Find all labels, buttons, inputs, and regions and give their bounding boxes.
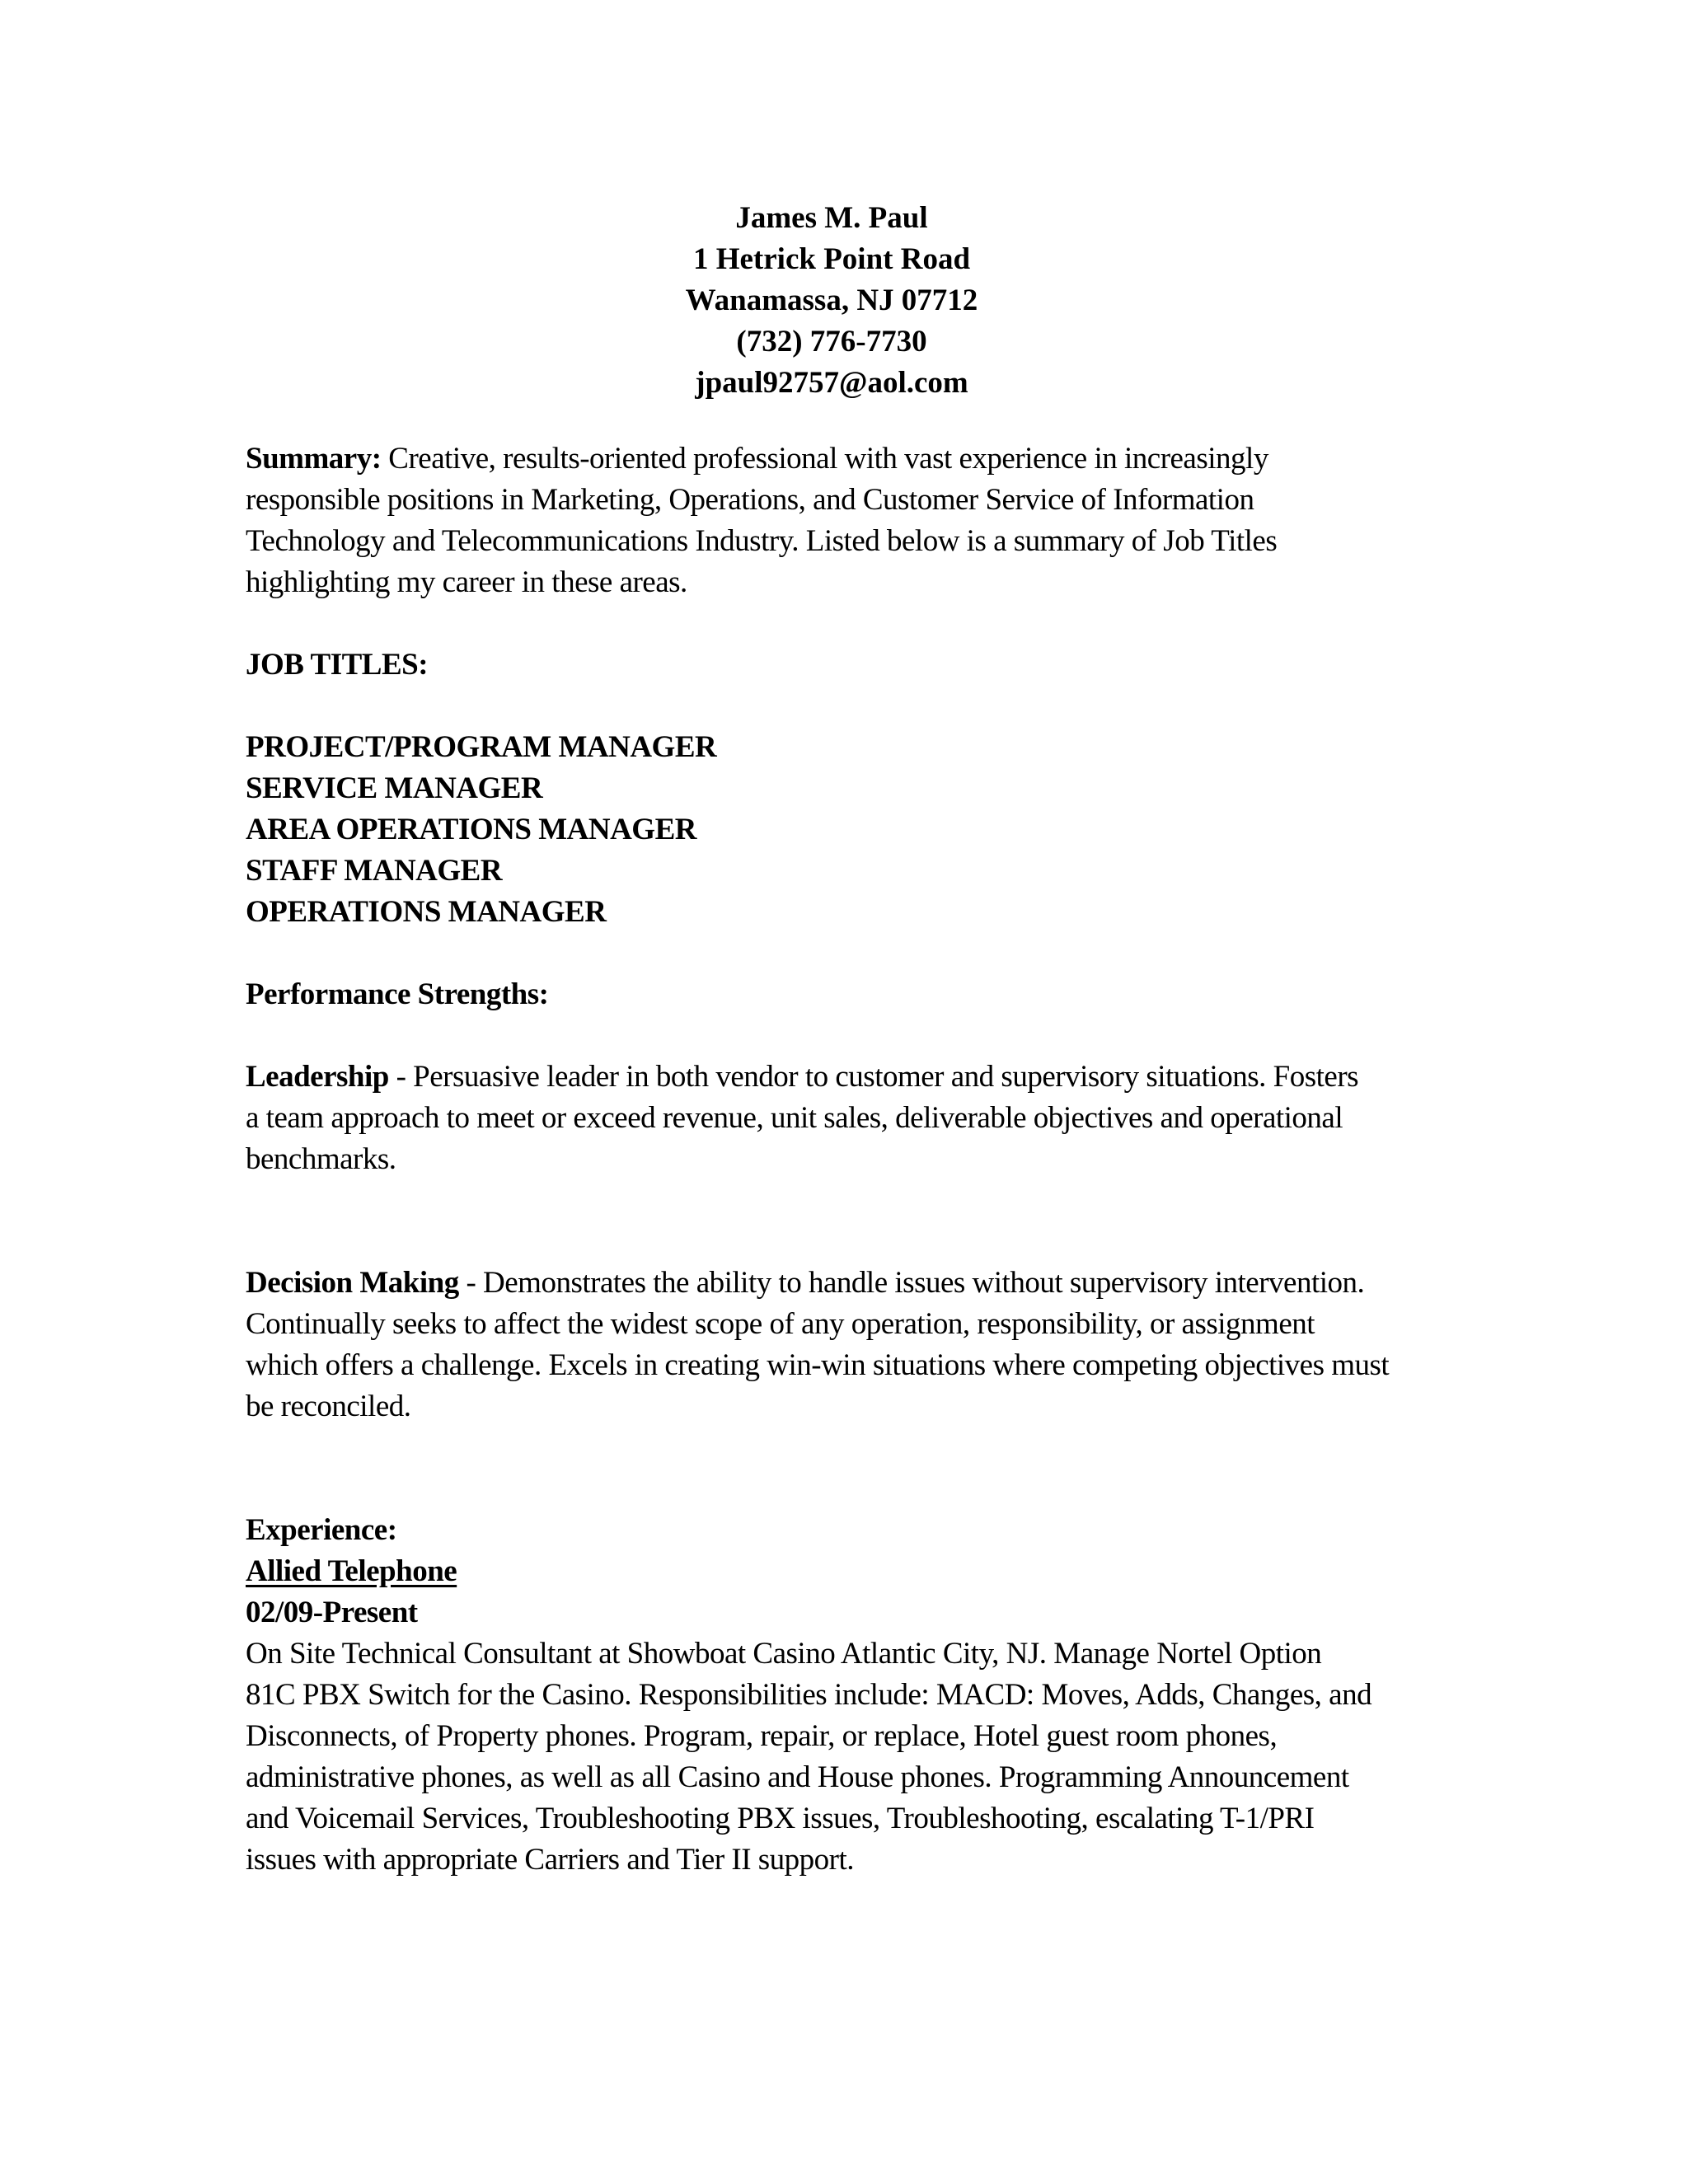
job-title-item: SERVICE MANAGER xyxy=(246,771,543,805)
leadership-paragraph xyxy=(246,1057,1449,1180)
leadership-line-2: a team approach to meet or exceed revenue, unit sales, deliverable objectives and operational xyxy=(246,1101,1343,1135)
leadership-line-1 xyxy=(246,1060,1358,1094)
summary-line-3: Technology and Telecommunications Industry. Listed below is a summary of Job Titles xyxy=(246,524,1278,558)
experience-line-2: 81C PBX Switch for the Casino. Responsibilities include: MACD: Moves, Adds, Changes, and xyxy=(246,1678,1372,1712)
decision-line-2: Continually seeks to affect the widest scope of any operation, responsibility, or assignment xyxy=(246,1307,1315,1341)
job-titles-heading-text: JOB TITLES: xyxy=(246,648,429,682)
decision-line-4: be reconciled. xyxy=(246,1390,411,1423)
summary-text-1: Creative, results-oriented professional with vast experience in increasingly xyxy=(381,442,1268,476)
city-state-zip: Wanamassa, NJ 07712 xyxy=(685,284,978,317)
street-address: 1 Hetrick Point Road xyxy=(692,242,971,276)
strengths-heading xyxy=(246,974,1449,1015)
strengths-heading-text: Performance Strengths: xyxy=(246,977,549,1011)
job-titles-heading xyxy=(246,644,1449,686)
job-title-item: PROJECT/PROGRAM MANAGER xyxy=(246,730,717,764)
job-title-item: STAFF MANAGER xyxy=(246,854,503,888)
decision-line-3: which offers a challenge. Excels in creating win-win situations where competing objectives must xyxy=(246,1348,1390,1382)
summary-label: Summary: xyxy=(246,442,382,476)
summary-line-2: responsible positions in Marketing, Operations, and Customer Service of Information xyxy=(246,483,1254,517)
phone-number: (732) 776-7730 xyxy=(736,325,927,359)
experience-line-5: and Voicemail Services, Troubleshooting PBX issues, Troubleshooting, escalating T-1/PRI xyxy=(246,1802,1315,1835)
summary-line-1 xyxy=(246,442,1268,476)
summary-line-4: highlighting my career in these areas. xyxy=(246,565,687,599)
company-name: Allied Telephone xyxy=(246,1554,457,1588)
decision-making-label: Decision Making xyxy=(246,1266,459,1300)
candidate-name: James M. Paul xyxy=(735,201,928,235)
decision-line-1 xyxy=(246,1266,1364,1300)
experience-line-4: administrative phones, as well as all Casino and House phones. Programming Announcement xyxy=(246,1760,1349,1794)
experience-line-3: Disconnects, of Property phones. Program, repair, or replace, Hotel guest room phones, xyxy=(246,1719,1278,1753)
decision-text-1: - Demonstrates the ability to handle issues without supervisory intervention. xyxy=(458,1266,1365,1300)
leadership-line-3: benchmarks. xyxy=(246,1142,396,1176)
job-titles-list xyxy=(246,727,1449,933)
decision-making-paragraph xyxy=(246,1263,1449,1427)
job-title-item: AREA OPERATIONS MANAGER xyxy=(246,813,696,846)
job-title-item: OPERATIONS MANAGER xyxy=(246,895,607,929)
contact-header xyxy=(0,198,1663,404)
experience-section xyxy=(246,1510,1449,1881)
resume-body xyxy=(246,438,1449,1881)
summary-paragraph xyxy=(246,438,1449,603)
email-address: jpaul92757@aol.com xyxy=(695,366,968,400)
experience-line-6: issues with appropriate Carriers and Tier II support. xyxy=(246,1843,855,1877)
leadership-label: Leadership xyxy=(246,1060,389,1094)
employment-dates: 02/09-Present xyxy=(246,1596,418,1629)
experience-heading: Experience: xyxy=(246,1513,397,1547)
leadership-text-1: - Persuasive leader in both vendor to customer and supervisory situations. Fosters xyxy=(388,1060,1359,1094)
experience-line-1: On Site Technical Consultant at Showboat Casino Atlantic City, NJ. Manage Nortel Option xyxy=(246,1637,1322,1671)
